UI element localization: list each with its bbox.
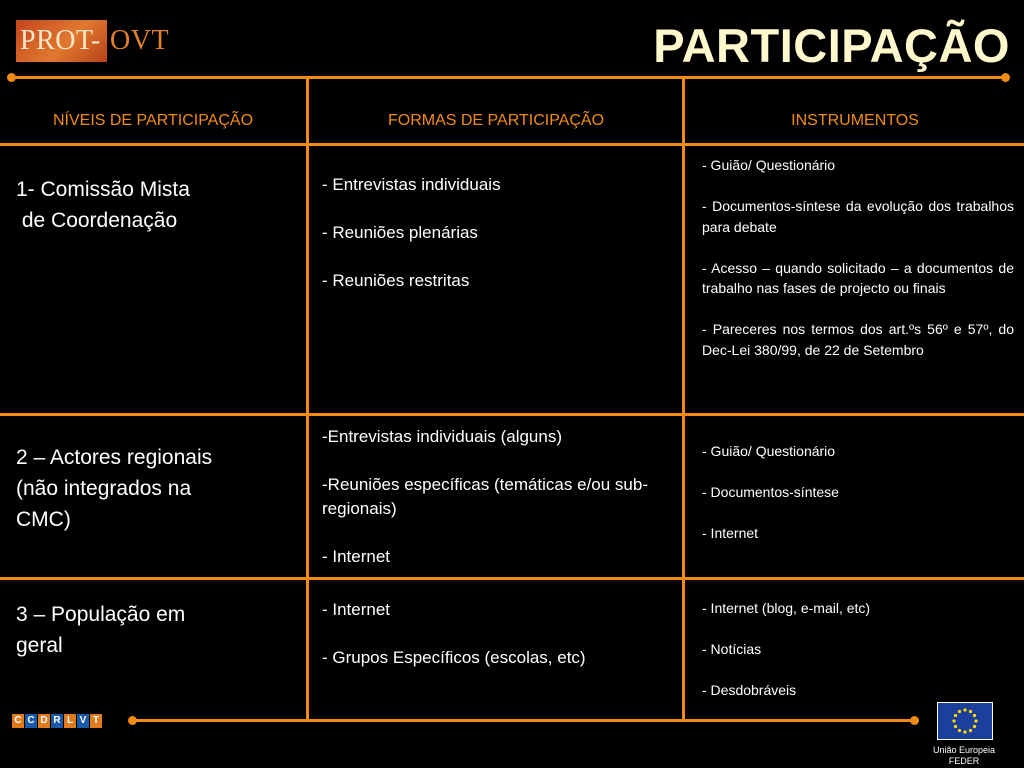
column-divider-1 bbox=[306, 78, 309, 721]
row1-instrument-item: - Pareceres nos termos dos art.ºs 56º e 57º, do Dec-Lei 380/99, de 22 de Setembro bbox=[702, 321, 1014, 358]
header-niveis: NÍVEIS DE PARTICIPAÇÃO bbox=[52, 112, 254, 129]
row1-instruments bbox=[702, 155, 1014, 381]
eu-caption-line1: União Europeia bbox=[932, 745, 996, 755]
logo-text-ovt: OVT bbox=[110, 25, 170, 56]
row2-form-item: - Internet bbox=[322, 547, 391, 566]
row3-level-line2: geral bbox=[16, 634, 63, 657]
row1-form-item: - Entrevistas individuais bbox=[322, 175, 501, 194]
row1-instrument-item: - Acesso – quando solicitado – a documentos de trabalho nas fases de projecto ou finais bbox=[702, 259, 1014, 296]
row2-level-line2: (não integrados na bbox=[16, 477, 192, 500]
header-formas: FORMAS DE PARTICIPAÇÃO bbox=[387, 112, 605, 129]
row3-level-line1: 3 – População em bbox=[16, 603, 186, 626]
ccdr-letter: C bbox=[25, 714, 37, 728]
row2-instruments bbox=[702, 441, 1014, 564]
prot-ovt-logo bbox=[16, 20, 186, 62]
row1-forms bbox=[322, 173, 667, 317]
row2-level bbox=[16, 442, 301, 535]
row1-form-item: - Reuniões plenárias bbox=[322, 223, 478, 242]
eu-caption-line2: FEDER bbox=[948, 756, 980, 766]
ccdr-letter: V bbox=[77, 714, 89, 728]
row-divider-1 bbox=[0, 413, 1024, 416]
row2-level-line1: 2 – Actores regionais bbox=[16, 446, 213, 469]
header-instrumentos: INSTRUMENTOS bbox=[791, 112, 919, 129]
eu-caption bbox=[920, 745, 1008, 767]
ccdr-letter: R bbox=[51, 714, 63, 728]
eu-flag-icon bbox=[937, 702, 993, 740]
row3-instrument-item: - Notícias bbox=[702, 641, 762, 657]
row3-form-item: - Grupos Específicos (escolas, etc) bbox=[322, 648, 586, 667]
row2-form-item: -Entrevistas individuais (alguns) bbox=[322, 427, 562, 446]
top-rule-dot-left bbox=[7, 73, 16, 82]
row3-instrument-item: - Internet (blog, e-mail, etc) bbox=[702, 600, 871, 616]
ccdr-lvt-logo bbox=[12, 714, 102, 728]
row1-form-item: - Reuniões restritas bbox=[322, 271, 470, 290]
slide-title: PARTICIPAÇÃO bbox=[653, 19, 1010, 72]
row2-instrument-item: - Internet bbox=[702, 525, 759, 541]
row1-instrument-item: - Documentos-síntese da evolução dos trabalhos para debate bbox=[702, 198, 1014, 235]
ccdr-letter: D bbox=[38, 714, 50, 728]
logo-text-prot: PROT- bbox=[20, 25, 101, 56]
row3-level bbox=[16, 599, 301, 661]
ccdr-letter: C bbox=[12, 714, 24, 728]
row1-instrument-item: - Guião/ Questionário bbox=[702, 157, 836, 173]
row2-instrument-item: - Documentos-síntese bbox=[702, 484, 839, 500]
row3-forms bbox=[322, 598, 667, 694]
top-rule bbox=[12, 76, 1007, 79]
column-divider-2 bbox=[682, 78, 685, 721]
ccdr-letter: T bbox=[90, 714, 102, 728]
row3-instrument-item: - Desdobráveis bbox=[702, 682, 797, 698]
ccdr-letter: L bbox=[64, 714, 76, 728]
row1-level-line1: 1- Comissão Mista bbox=[16, 178, 190, 201]
row2-form-item: -Reuniões específicas (temáticas e/ou sub-regionais) bbox=[322, 475, 648, 518]
row1-level bbox=[16, 174, 301, 236]
row2-level-line3: CMC) bbox=[16, 508, 71, 531]
row2-forms bbox=[322, 425, 667, 593]
row2-instrument-item: - Guião/ Questionário bbox=[702, 443, 836, 459]
header-divider bbox=[0, 143, 1024, 146]
bottom-rule-dot-left bbox=[128, 716, 137, 725]
row1-level-line2: de Coordenação bbox=[16, 209, 178, 232]
row3-form-item: - Internet bbox=[322, 600, 391, 619]
top-rule-dot-right bbox=[1001, 73, 1010, 82]
